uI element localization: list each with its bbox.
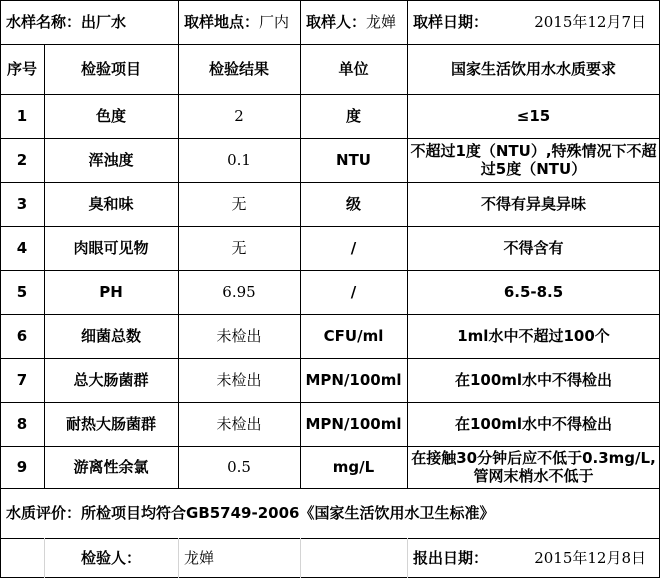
row-number: 9 xyxy=(16,458,28,476)
unit: mg/L xyxy=(332,458,375,476)
location-value: 厂内 xyxy=(259,13,290,31)
report-date-value: 2015年12月8日 xyxy=(534,549,646,567)
grid-line xyxy=(407,538,408,578)
unit: MPN/100ml xyxy=(305,415,402,433)
water-quality-evaluation: 水质评价：所检项目均符合GB5749-2006《国家生活饮用水卫生标准》 xyxy=(6,504,495,522)
grid-line xyxy=(0,0,1,44)
test-result: 无 xyxy=(231,195,247,213)
national-standard: 不超过1度（NTU）,特殊情况下不超过5度（NTU） xyxy=(410,142,657,178)
grid-line xyxy=(0,488,1,538)
test-result: 未检出 xyxy=(216,327,262,345)
test-result: 2 xyxy=(234,107,244,125)
col-header-item: 检验项目 xyxy=(80,60,141,78)
grid-line xyxy=(300,44,301,488)
row-number: 4 xyxy=(16,239,28,257)
unit: / xyxy=(350,239,357,257)
unit: CFU/ml xyxy=(323,327,384,345)
location-label: 取样地点： xyxy=(184,13,260,31)
sampler xyxy=(300,0,407,44)
national-standard: 不得含有 xyxy=(503,239,564,257)
national-standard: 不得有异臭异味 xyxy=(480,195,586,213)
unit: NTU xyxy=(336,151,371,169)
row-number: 8 xyxy=(16,415,28,433)
national-standard: 在接触30分钟后应不低于0.3mg/L,管网末梢水不低于 xyxy=(411,449,656,485)
national-standard: 在100ml水中不得检出 xyxy=(454,371,613,389)
row-number: 7 xyxy=(16,371,28,389)
col-header-no: 序号 xyxy=(6,60,37,78)
sampling-date-value: 2015年12月7日 xyxy=(534,13,646,31)
grid-line xyxy=(0,0,660,1)
grid-line xyxy=(0,182,660,183)
grid-line xyxy=(0,402,660,403)
grid-line xyxy=(0,538,660,539)
test-result: 0.1 xyxy=(227,151,251,169)
test-item: 游离性余氯 xyxy=(73,458,149,476)
unit: / xyxy=(350,283,357,301)
grid-line xyxy=(0,270,660,271)
test-item: 细菌总数 xyxy=(80,327,141,345)
grid-line xyxy=(178,538,179,578)
inspector-value: 龙婵 xyxy=(184,549,215,567)
row-number: 1 xyxy=(16,107,28,125)
test-item: PH xyxy=(99,283,123,301)
unit: MPN/100ml xyxy=(305,371,402,389)
sampling-location xyxy=(178,0,300,44)
grid-line xyxy=(0,44,660,45)
national-standard: 1ml水中不超过100个 xyxy=(457,327,610,345)
grid-line xyxy=(407,44,408,488)
grid-line xyxy=(0,358,660,359)
grid-line xyxy=(0,44,1,488)
test-item: 臭和味 xyxy=(88,195,134,213)
grid-line xyxy=(0,538,1,578)
row-number: 3 xyxy=(16,195,28,213)
unit: 度 xyxy=(345,107,361,125)
inspector-label: 检验人： xyxy=(80,549,141,567)
report-date-label: 报出日期： xyxy=(413,549,489,567)
grid-line xyxy=(0,446,660,447)
test-result: 未检出 xyxy=(216,371,262,389)
grid-line xyxy=(300,0,301,44)
national-standard: ≤15 xyxy=(516,107,551,125)
col-header-result: 检验结果 xyxy=(208,60,269,78)
national-standard: 6.5-8.5 xyxy=(503,283,564,301)
row-number: 6 xyxy=(16,327,28,345)
grid-line xyxy=(0,314,660,315)
sample-name: 水样名称：出厂水 xyxy=(6,13,127,31)
test-item: 色度 xyxy=(95,107,126,125)
grid-line xyxy=(0,488,660,489)
grid-line xyxy=(44,44,45,488)
grid-line xyxy=(0,226,660,227)
grid-line xyxy=(44,538,45,578)
grid-line xyxy=(300,538,301,578)
test-result: 0.5 xyxy=(227,458,251,476)
grid-line xyxy=(0,94,660,95)
national-standard: 在100ml水中不得检出 xyxy=(454,415,613,433)
row-number: 5 xyxy=(16,283,28,301)
test-item: 耐热大肠菌群 xyxy=(65,415,156,433)
test-result: 未检出 xyxy=(216,415,262,433)
sampler-label: 取样人： xyxy=(306,13,367,31)
row-number: 2 xyxy=(16,151,28,169)
grid-line xyxy=(0,138,660,139)
grid-line xyxy=(407,0,408,44)
sampling-date-label: 取样日期： xyxy=(413,13,489,31)
test-item: 肉眼可见物 xyxy=(73,239,149,257)
test-item: 总大肠菌群 xyxy=(73,371,149,389)
test-item: 浑浊度 xyxy=(88,151,134,169)
grid-line xyxy=(178,44,179,488)
sampler-value: 龙婵 xyxy=(366,13,397,31)
col-header-unit: 单位 xyxy=(338,60,369,78)
unit: 级 xyxy=(345,195,361,213)
grid-line xyxy=(178,0,179,44)
test-result: 6.95 xyxy=(222,283,256,301)
test-result: 无 xyxy=(231,239,247,257)
col-header-standard: 国家生活饮用水水质要求 xyxy=(450,60,616,78)
